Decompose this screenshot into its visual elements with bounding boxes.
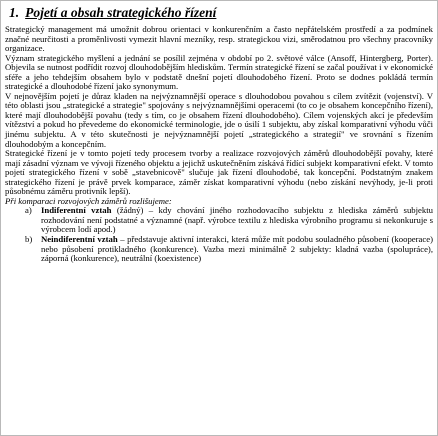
list-text: – představuje aktivní interakci, která může mít podobu souladného působení (kooperace) nebo působení protikladného (konkurence). Vazba mezi minimálně 2 subjekty: kladná vazba (spolupráce), záporná (konkurence), neutrální (koexistence) [41, 234, 433, 264]
list-marker: b) [25, 234, 33, 245]
section-heading [9, 4, 431, 22]
document-body [5, 25, 433, 264]
section-number: 1. [9, 5, 20, 20]
paragraph-modern-concept: V nejnovějším pojetí je důraz kladen na nejvýznamnější operace s dlouhodobou povahou s cílem zvítězit (vojenství). V této oblasti jsou „strategické a strategie" spojovány s nejvýznamnějšími operacemi (to co je obsahem koncepčního řízení), které mají dlouhodobější povahu (tedy s tím, co je obsahem řízení dlouhodobého). Cílem vojenských akcí je především vítězství a pokud ho převedeme do ekonomické terminologie, jde o úsilí 1 subjektu, aby získal komparativní výhodu vůči jinému subjektu. A v této skutečnosti je nejvýznamnější pojetí „strategického a strategií" ve srovnání s řízením dlouhodobým a koncepčním. [5, 90, 433, 149]
list-term: Neindiferentní vztah [41, 234, 118, 245]
paragraph-definition: Strategické řízení je v tomto pojetí tedy procesem tvorby a realizace rozvojových záměrů dlouhodobější povahy, které mají zásadní význam ve vývoji řízeného objektu a jejichž uskutečněním získává řídící subjekt komparativní efekt. V tomto pojetí strategického řízení v sobě „stavebnicově" slučuje jak řízení dlouhodobé, tak koncepční. Podstatným znakem strategického řízení je právě prvek komparace, záměr získat komparativní výhodu (nebo získání nevýhody, je-li proti působnému záměru protivník lepší). [5, 148, 433, 197]
list-item-non-indifferent [5, 235, 433, 264]
paragraph-intro: Strategický management má umožnit dobrou orientaci v konkurenčním a často nepřátelském prostředí a za podmínek značné neurčitosti a proměnlivosti vymezit hlavní mezníky, resp. strategickou vizi, směrodatnou pro všechny pracovníky organizace. [5, 24, 433, 54]
list-text: (žádný) – kdy chování jiného rozhodovacího subjektu z hlediska záměrů subjektu rozhodování není podstatné a významné (např. výrobce textilu z hlediska výrobního programu si nekonkuruje s výrobcem lodí apod.) [41, 205, 433, 235]
list-term: Indiferentní vztah [41, 205, 112, 216]
list-item-indifferent [5, 206, 433, 235]
relationship-list [5, 206, 433, 263]
list-marker: a) [25, 205, 32, 216]
section-title: Pojetí a obsah strategického řízení [25, 5, 217, 20]
list-intro: Při komparaci rozvojových záměrů rozlišujeme: [5, 195, 172, 206]
paragraph-history: Význam strategického myšlení a jednání se posílil zejména v období po 2. světové válce (Ansoff, Hintergberg, Porter). Objevila se nutnost podřídit rozvoj dlouhodobějším hlediskům. Termín strategické řízení se začal používat i v ekonomické sféře a jeho tehdejším obsahem bylo v podstatě dnešní pojetí dlouhodobého řízení. Proto se dodnes pokládá termín strategické a dlouhodobé řízení jako synonymum. [5, 52, 433, 92]
